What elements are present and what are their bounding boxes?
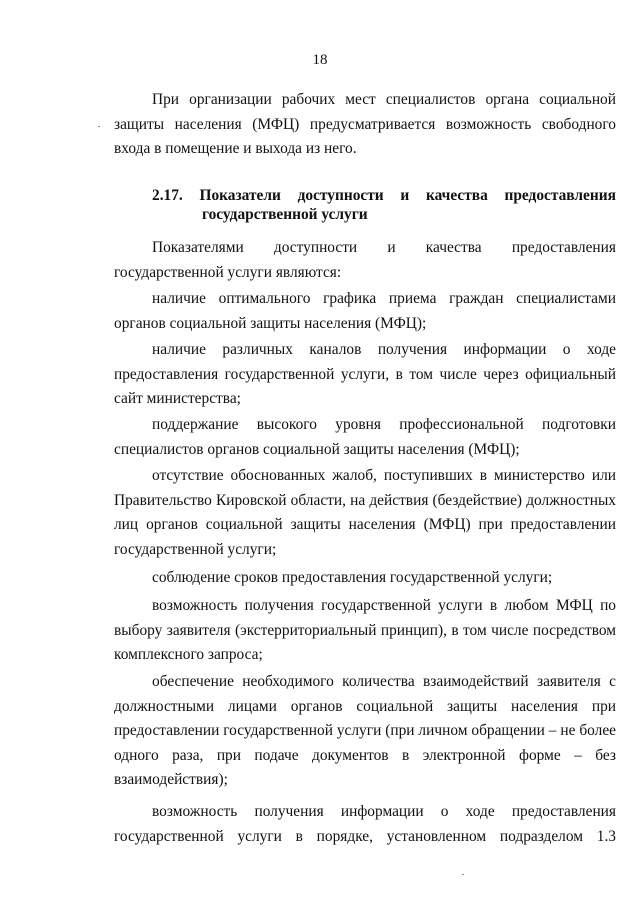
section-number: 2.17. <box>152 187 183 204</box>
lead-paragraph: Показателями доступности и качества предоставления государственной услуги являются: <box>114 239 616 281</box>
intro-paragraph: При организации рабочих мест специалистов органа социальной защиты населения (МФЦ) предусматривается возможность свободного входа в помещение и выхода из него. <box>114 91 616 157</box>
section-heading-line-1 <box>152 186 616 205</box>
scan-speck <box>462 874 464 875</box>
page-number: 18 <box>312 52 328 68</box>
list-item: соблюдение сроков предоставления государственной услуги; <box>152 569 553 586</box>
list-item: обеспечение необходимого количества взаимодействий заявителя с должностными лицами органов социальной защиты населения при предоставлении государственной услуги (при личном обращении – не более одного раза, при подаче документов в электронной форме – без взаимодействия); <box>114 673 616 788</box>
list-item: наличие оптимального графика приема граждан специалистами органов социальной защиты населения (МФЦ); <box>114 290 616 332</box>
section-title-word: доступности <box>297 187 384 204</box>
list-item: возможность получения государственной услуги в любом МФЦ по выбору заявителя (экстерриториальный принцип), в том числе посредством комплексного запроса; <box>114 597 616 663</box>
scan-speck <box>98 126 100 127</box>
section-heading <box>152 186 616 224</box>
section-title-word: и <box>400 187 410 204</box>
section-title-word: предоставления <box>504 187 616 204</box>
list-item: наличие различных каналов получения информации о ходе предоставления государственной услуги, в том числе через официальный сайт министерства; <box>114 341 616 407</box>
list-item: поддержание высокого уровня профессиональной подготовки специалистов органов социальной защиты населения (МФЦ); <box>114 416 616 458</box>
section-title-word: Показатели <box>199 187 281 204</box>
list-item: возможность получения информации о ходе предоставления государственной услуги в порядке, установленном подразделом 1.3 <box>114 803 616 845</box>
section-title-word: качества <box>425 187 488 204</box>
list-item: отсутствие обоснованных жалоб, поступивших в министерство или Правительство Кировской области, на действия (бездействие) должностных лиц органов социальной защиты населения (МФЦ) при предоставлении государственной услуги; <box>114 467 616 558</box>
section-heading-line-2: государственной услуги <box>202 206 368 223</box>
